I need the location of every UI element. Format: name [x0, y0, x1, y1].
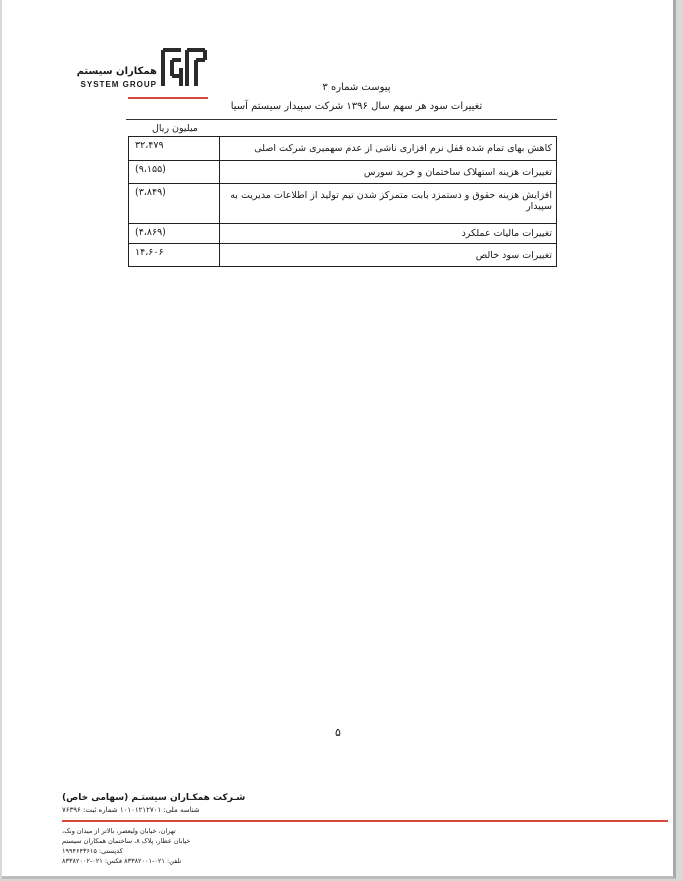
company-logo [57, 44, 209, 102]
address-line: تلفن: ۰۲۱-۸۳۳۸۲۰۰۱ فکس: ۰۲۱-۸۳۳۸۲۰۰۲ [62, 857, 182, 865]
logo-accent-line [128, 97, 208, 99]
row-value: ۱۴،۶۰۶ [129, 244, 220, 267]
footer-company-name: شـرکت همکـاران سیستـم (سهامی خاص) [62, 793, 246, 803]
row-label: افزایش هزینه حقوق و دستمزد بابت متمرکز شدن تیم تولید از اطلاعات مدیریت به سپیدار [220, 184, 557, 224]
table-row [129, 244, 557, 267]
table-row [129, 224, 557, 244]
unit-label: میلیون ریال [152, 123, 198, 134]
page-number: ۵ [335, 726, 341, 739]
address-line: کدپستی: ۱۹۹۴۶۴۳۶۱۵ [62, 847, 123, 855]
table-row [129, 137, 557, 161]
table-row [129, 161, 557, 184]
row-value: (۹،۱۵۵) [129, 161, 220, 184]
footer-address [62, 826, 222, 866]
eps-changes-table [128, 136, 557, 267]
row-value: (۴،۸۶۹) [129, 224, 220, 244]
row-label: تغییرات هزینه استهلاک ساختمان و خرید سورس [220, 161, 557, 184]
row-value: (۳،۸۴۹) [129, 184, 220, 224]
row-label: کاهش بهای تمام شده قفل نرم افزاری ناشی از عدم سهمیری شرکت اصلی [220, 137, 557, 161]
address-line: تهران، خیابان ولیعصر، بالاتر از میدان ونک، [62, 827, 176, 835]
logo-name-fa: همکاران سیستم [76, 66, 157, 77]
document-page [2, 0, 676, 879]
annex-label: پیوست شماره ۳ [322, 82, 391, 93]
title-divider [126, 119, 557, 120]
row-value: ۳۲،۴۷۹ [129, 137, 220, 161]
row-label: تغییرات مالیات عملکرد [220, 224, 557, 244]
footer-registration-ids: شناسه ملی: ۱۰۱۰۱۲۱۲۷۰۱ شماره ثبت: ۷۶۳۹۶ [62, 806, 200, 814]
row-label: تغییرات سود خالص [220, 244, 557, 267]
footer-divider [62, 820, 668, 822]
document-title: تغییرات سود هر سهم سال ۱۳۹۶ شرکت سپیدار سیستم آسیا [230, 101, 483, 112]
logo-name-en: SYSTEM GROUP [80, 80, 157, 89]
table-row [129, 184, 557, 224]
address-line: خیابان عطار، پلاک ۸، ساختمان همکاران سیستم [62, 837, 191, 845]
